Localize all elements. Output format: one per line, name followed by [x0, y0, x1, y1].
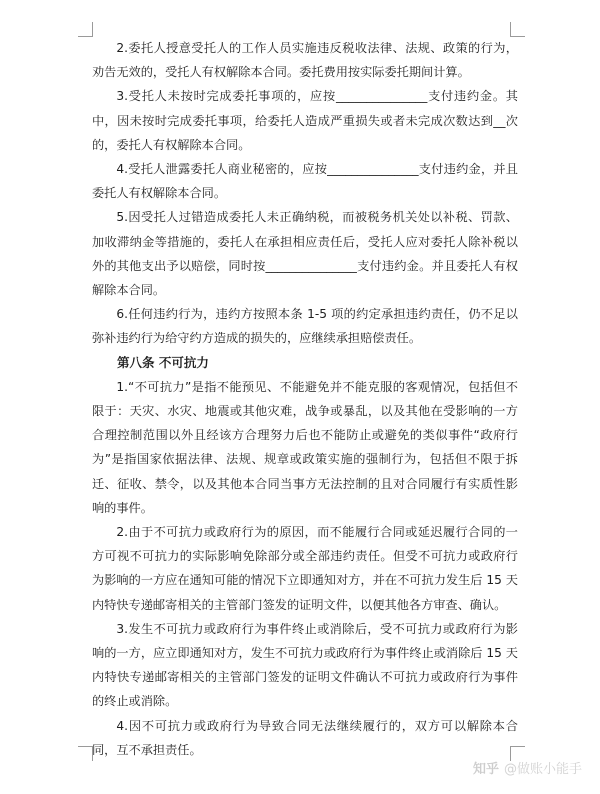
- clause-8-item-2: 2.由于不可抗力或政府行为的原因，而不能履行合同或延迟履行合同的一方可视不可抗力的实际影响免除部分或全部违约责任。但受不可抗力或政府行为影响的一方应在通知可能的情况下立即通知对方，并在不可抗力发生后 15 天内特快专递邮寄相关的主管部门签发的证明文件，以便其他各方审查、确认。: [92, 525, 518, 612]
- crop-mark-bottom-left: [78, 746, 93, 761]
- clause-7-item-2: 2.委托人授意受托人的工作人员实施违反税收法律、法规、政策的行为，劝告无效的，受托人有权解除本合同。委托费用按实际委托期间计算。: [92, 41, 518, 80]
- clause-8-item-1: 1.“不可抗力”是指不能预见、不能避免并不能克服的客观情况，包括但不限于：天灾、水灾、地震或其他灾难，战争或暴乱，以及其他在受影响的一方合理控制范围以外且经该方合理努力后也不能防止或避免的类似事件“政府行为”是指国家依据法律、法规、规章或政策实施的强制行为，包括但不限于拆迁、征收、禁令，以及其他本合同当事方无法控制的且对合同履行有实质性影响的事件。: [92, 379, 518, 515]
- section-heading-force-majeure: 第八条 不可抗力: [117, 354, 209, 370]
- clause-8-item-4: 4.因不可抗力或政府行为导致合同无法继续履行的，双方可以解除本合同，互不承担责任。: [92, 718, 518, 757]
- clause-7-item-5: 5.因受托人过错造成委托人未正确纳税，而被税务机关处以补税、罚款、加收滞纳金等措施的，委托人在承担相应责任后，受托人应对委托人除补税以外的其他支出予以赔偿，同时按_______________支付违约金。并且委托人有权解除本合同。: [92, 210, 518, 298]
- clause-8-item-3: 3.发生不可抗力或政府行为事件终止或消除后，受不可抗力或政府行为影响的一方，应立即通知对方，发生不可抗力或政府行为事件终止或消除后 15 天内特快专递邮寄相关的主管部门签发的证明文件确认不可抗力或政府行为事件的终止或消除。: [92, 621, 518, 709]
- document-body: [92, 36, 518, 762]
- crop-mark-top-left: [78, 22, 93, 37]
- crop-mark-top-right: [510, 22, 525, 37]
- clause-7-item-4: 4.受托人泄露委托人商业秘密的，应按_______________支付违约金，并且委托人有权解除本合同。: [92, 162, 518, 201]
- watermark: [473, 758, 582, 777]
- clause-7-item-3: 3.受托人未按时完成委托事项的，应按_______________支付违约金。其中，因未按时完成委托事项，给委托人造成严重损失或者未完成次数达到__次的，委托人有权解除本合同。: [92, 89, 518, 152]
- watermark-brand: 知乎: [472, 762, 499, 777]
- watermark-author: @做账小能手: [503, 762, 582, 777]
- clause-7-item-6: 6.任何违约行为，违约方按照本条 1-5 项的约定承担违约责任，仍不足以弥补违约行为给守约方造成的损失的，应继续承担赔偿责任。: [92, 307, 518, 346]
